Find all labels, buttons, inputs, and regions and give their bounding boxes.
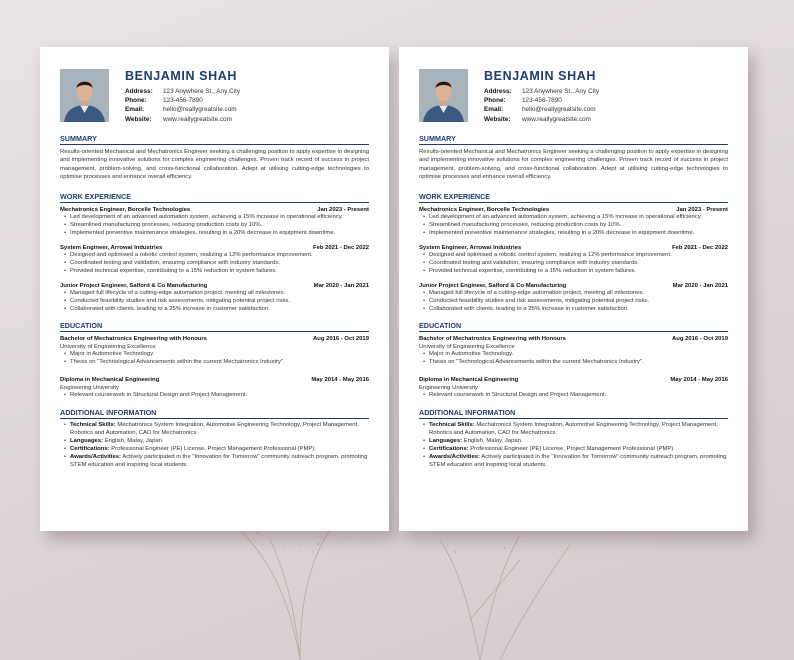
education-bullet: • Major in Automotive Technology. (70, 351, 369, 359)
job-bullet: • Managed full lifecycle of a cutting-edge automation project, meeting all milestones. (70, 290, 369, 298)
education-bullet: • Thesis on "Technological Advancements within the current Mechatronics Industry". (429, 359, 728, 367)
job-bullet: • Provided technical expertise, contributing to a 15% reduction in system failures. (429, 268, 728, 276)
job-entry (419, 282, 728, 314)
job-bullet: • Managed full lifecycle of a cutting-edge automation project, meeting all milestones. (429, 290, 728, 298)
job-title: System Engineer, Arrowai Industries (419, 245, 522, 252)
degree-title: Diploma in Mechanical Engineering (60, 376, 160, 383)
job-bullet: • Designed and optimised a robotic control system, realizing a 12% performance improvement. (429, 252, 728, 260)
contact-address: Address: 123 Anywhere St., Any City (484, 88, 600, 95)
job-title: Junior Project Engineer, Salford & Co Manufacturing (419, 283, 567, 290)
resume-header (419, 69, 728, 123)
job-bullet: • Streamlined manufacturing processes, reducing production costs by 10%. (70, 222, 369, 230)
school-name: Engineering University (60, 385, 119, 392)
additional-item: • Technical Skills: Mechatronics System Integration, Automotive Engineering Technology, Project Management, Robotics and Automation, CAD for Mechatronics. (429, 422, 728, 438)
contact-phone: Phone: 123-456-7890 (484, 97, 562, 105)
education-entry (60, 335, 369, 367)
contact-phone: Phone: 123-456-7890 (125, 97, 203, 105)
job-bullet: • Coordinated testing and validation, ensuring compliance with industry standards. (429, 260, 728, 268)
job-bullet: • Conducted feasibility studies and risk assessments, mitigating potential project risks. (429, 298, 728, 306)
education-bullet: • Relevant coursework in Structural Design and Project Management. (429, 392, 728, 400)
job-title: Mechatronics Engineer, Borcelle Technologies (419, 207, 550, 214)
job-bullet: • Implemented preventive maintenance strategies, resulting in a 20% decrease in equipment downtime. (429, 230, 728, 238)
job-bullet: • Collaborated with clients, leading to a 25% increase in customer satisfaction. (70, 306, 369, 314)
job-entry (419, 244, 728, 276)
education-entry (419, 376, 728, 400)
profile-photo (419, 69, 468, 122)
work-experience-heading: WORK EXPERIENCE (419, 192, 728, 203)
education-bullet: • Thesis on "Technological Advancements within the current Mechatronics Industry". (70, 359, 369, 367)
education-dates: Aug 2016 - Oct 2019 (672, 335, 728, 342)
summary-text: Results-oriented Mechanical and Mechatronics Engineer seeking a challenging position to apply expertise in designing and implementing innovative solutions for complex engineering challenges. Proven track record of success in project management, problem-solving, and cross-functional collaboration. Adept at utilising cutting-edge technologies to optimise processes and enhance overall efficiency. (419, 149, 728, 180)
contact-address: Address: 123 Anywhere St., Any City (125, 88, 241, 95)
job-bullet: • Led development of an advanced automation system, achieving a 15% increase in operational efficiency. (70, 214, 369, 222)
degree-title: Bachelor of Mechatronics Engineering with Honours (419, 335, 566, 342)
resume-name: BENJAMIN SHAH (484, 69, 596, 83)
profile-photo (60, 69, 109, 122)
job-dates: Mar 2020 - Jan 2021 (672, 283, 728, 290)
job-entry (60, 206, 369, 238)
job-dates: Jan 2023 - Present (317, 207, 369, 214)
education-entry (60, 376, 369, 400)
job-bullet: • Collaborated with clients, leading to a 25% increase in customer satisfaction. (429, 306, 728, 314)
additional-item: • Awards/Activities: Actively participated in the "Innovation for Tomorrow" community outreach program, promoting STEM education and inspiring local students. (70, 454, 369, 470)
contact-website: Website: www.reallygreatsite.com (484, 115, 591, 123)
education-dates: May 2014 - May 2016 (311, 376, 369, 383)
contact-email: Email: hello@reallygreatsite.com (125, 106, 237, 114)
additional-info-heading: ADDITIONAL INFORMATION (60, 408, 369, 419)
summary-heading: SUMMARY (60, 134, 369, 145)
job-entry (60, 244, 369, 276)
resume-page-left (40, 47, 389, 531)
additional-item: • Languages: English, Malay, Japan. (70, 438, 369, 446)
job-title: Junior Project Engineer, Salford & Co Manufacturing (60, 283, 208, 290)
job-bullet: • Implemented preventive maintenance strategies, resulting in a 20% decrease in equipment downtime. (70, 230, 369, 238)
job-bullet: • Conducted feasibility studies and risk assessments, mitigating potential project risks. (70, 298, 369, 306)
additional-item: • Awards/Activities: Actively participated in the "Innovation for Tomorrow" community outreach program, promoting STEM education and inspiring local students. (429, 454, 728, 470)
resume-name: BENJAMIN SHAH (125, 69, 237, 83)
education-dates: Aug 2016 - Oct 2019 (313, 335, 369, 342)
job-bullet: • Coordinated testing and validation, ensuring compliance with industry standards. (70, 260, 369, 268)
education-heading: EDUCATION (60, 321, 369, 332)
additional-item: • Certifications: Professional Engineer (PE) License, Project Management Professional (PMP). (429, 446, 728, 454)
education-dates: May 2014 - May 2016 (670, 376, 728, 383)
school-name: University of Engineering Excellence (60, 344, 156, 351)
job-dates: Jan 2023 - Present (676, 207, 728, 214)
contact-email: Email: hello@reallygreatsite.com (484, 106, 596, 114)
job-dates: Mar 2020 - Jan 2021 (313, 283, 369, 290)
job-bullet: • Streamlined manufacturing processes, reducing production costs by 10%. (429, 222, 728, 230)
job-entry (60, 282, 369, 314)
summary-text: Results-oriented Mechanical and Mechatronics Engineer seeking a challenging position to apply expertise in designing and implementing innovative solutions for complex engineering challenges. Proven track record of success in project management, problem-solving, and cross-functional collaboration. Adept at utilising cutting-edge technologies to optimise processes and enhance overall efficiency. (60, 149, 369, 180)
job-dates: Feb 2021 - Dec 2022 (672, 245, 728, 252)
job-bullet: • Led development of an advanced automation system, achieving a 15% increase in operational efficiency. (429, 214, 728, 222)
additional-item: • Languages: English, Malay, Japan. (429, 438, 728, 446)
education-bullet: • Major in Automotive Technology. (429, 351, 728, 359)
job-title: Mechatronics Engineer, Borcelle Technologies (60, 207, 191, 214)
education-entry (419, 335, 728, 367)
work-experience-heading: WORK EXPERIENCE (60, 192, 369, 203)
contact-website: Website: www.reallygreatsite.com (125, 115, 232, 123)
degree-title: Diploma in Mechanical Engineering (419, 376, 519, 383)
job-bullet: • Provided technical expertise, contributing to a 15% reduction in system failures. (70, 268, 369, 276)
education-bullet: • Relevant coursework in Structural Design and Project Management. (70, 392, 369, 400)
additional-info-heading: ADDITIONAL INFORMATION (419, 408, 728, 419)
additional-item: • Technical Skills: Mechatronics System Integration, Automotive Engineering Technology, Project Management, Robotics and Automation, CAD for Mechatronics. (70, 422, 369, 438)
school-name: University of Engineering Excellence (419, 344, 515, 351)
school-name: Engineering University (419, 385, 478, 392)
resume-header (60, 69, 369, 123)
summary-heading: SUMMARY (419, 134, 728, 145)
job-dates: Feb 2021 - Dec 2022 (313, 245, 369, 252)
degree-title: Bachelor of Mechatronics Engineering with Honours (60, 335, 207, 342)
job-bullet: • Designed and optimised a robotic control system, realizing a 12% performance improvement. (70, 252, 369, 260)
resume-page-right (399, 47, 748, 531)
additional-item: • Certifications: Professional Engineer (PE) License, Project Management Professional (PMP). (70, 446, 369, 454)
job-title: System Engineer, Arrowai Industries (60, 245, 163, 252)
job-entry (419, 206, 728, 238)
education-heading: EDUCATION (419, 321, 728, 332)
